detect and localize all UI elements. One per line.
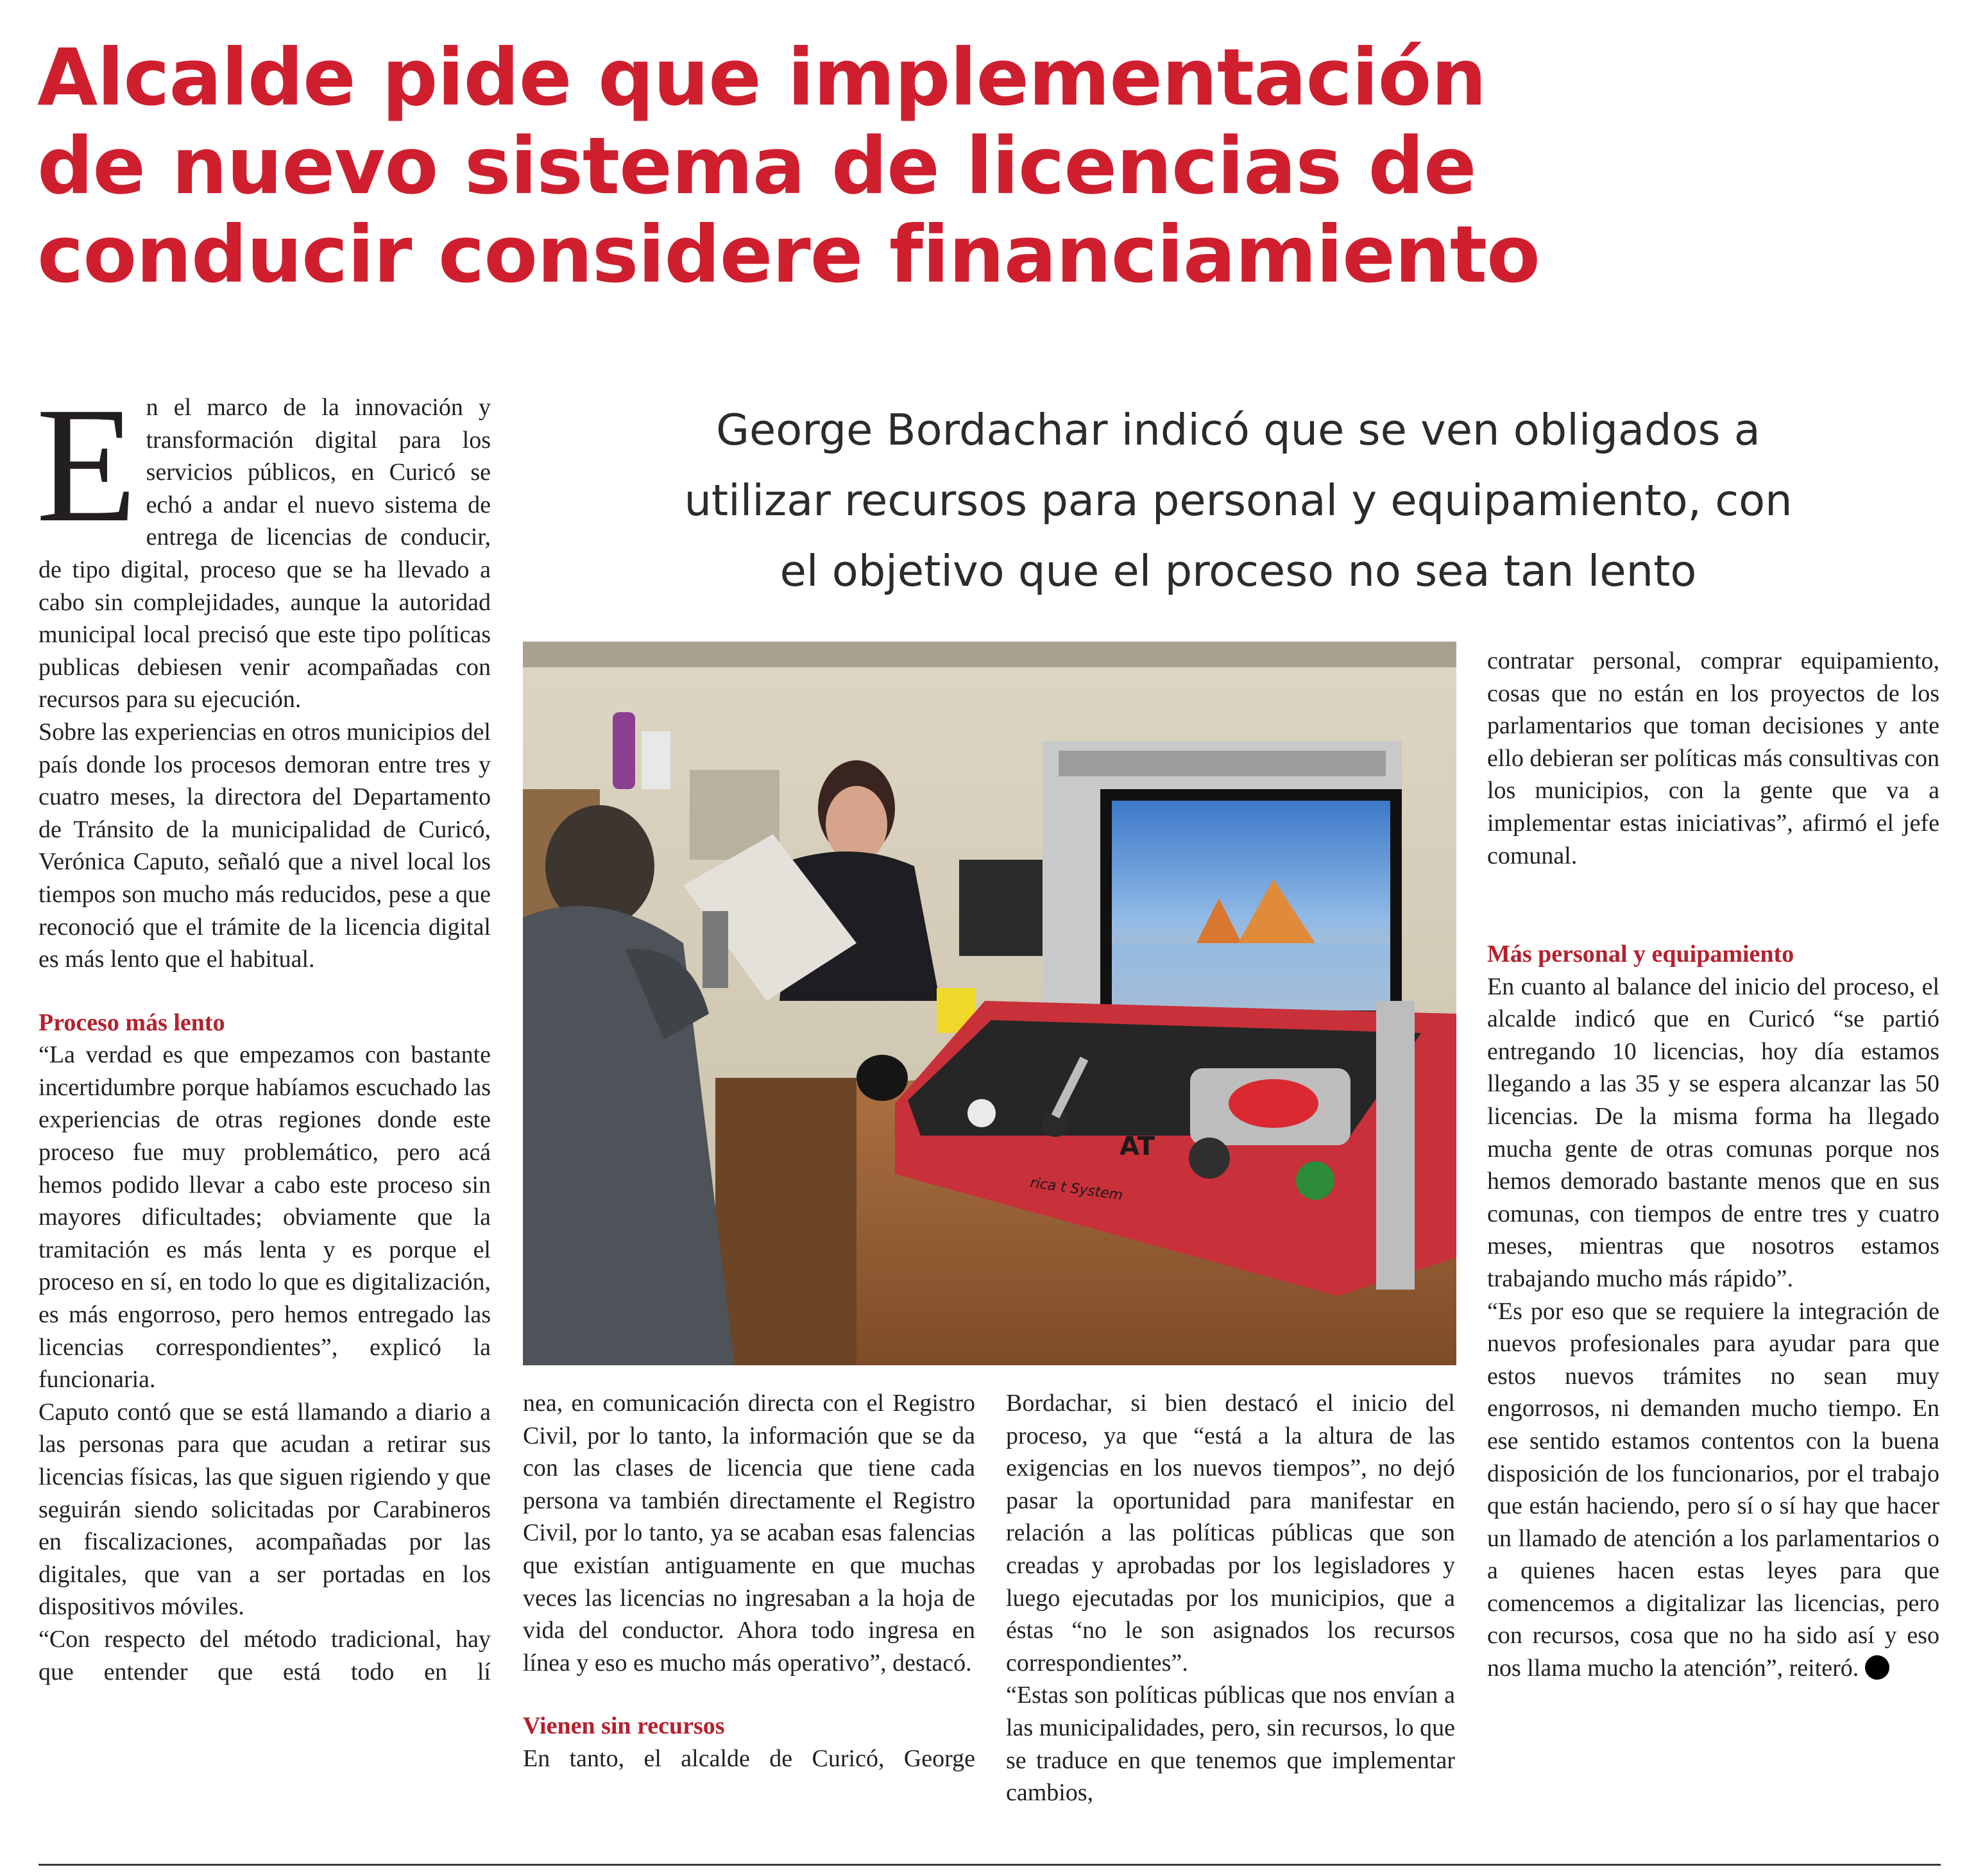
body-paragraph: “Con respecto del método tradicional, hay que entender que está todo en lí (38, 1625, 491, 1685)
body-paragraph: contratar personal, comprar equipamiento, cosas que no están en los proyectos de los parlamentarios que toman decisiones y ante ello debieran ser políticas más consultivas con los municipios, con la gente que va a implementar estas iniciativas”, afirmó el jefe comunal. (1487, 647, 1939, 869)
driving-test-office-photo (523, 642, 1456, 1365)
subheadline-line-1: George Bordachar indicó que se ven obligados a (716, 405, 1760, 455)
body-paragraph: Sobre las experiencias en otros municipios del país donde los procesos demoran entre tres y cuatro meses, la directora del Departamento de Tránsito de la municipalidad de Curicó, Verónica Caputo, señaló que a nivel local los tiempos son mucho más reducidos, pese a que reconoció que el trámite de la licencia digital es más lento que el habitual. (38, 718, 491, 973)
intro-paragraph (36, 373, 491, 716)
subheadline-line-3: el objetivo que el proceso no sea tan lento (779, 546, 1697, 596)
end-of-article-dot-icon (1865, 1655, 1889, 1680)
article-column-4-bottom (1487, 938, 1939, 1685)
body-paragraph: En tanto, el alcalde de Curicó, George (523, 1744, 975, 1772)
body-paragraph: “La verdad es que empezamos con bastante incertidumbre porque habíamos escuchado las experiencias de otras regiones donde este proceso fue muy problemático, pero acá hemos podido llevar a cabo este proceso sin mayores dificultades; obviamente que la tramitación es más lenta y es porque el proceso en sí, en todo lo que es digitalización, es más engorroso, pero hemos entregado las licencias correspondientes”, explicó la funcionaria. (38, 1041, 491, 1394)
article-column-4-top (1487, 645, 1939, 872)
headline-line-1: Alcalde pide que implementación (37, 32, 1486, 123)
body-paragraph: En cuanto al balance del inicio del proceso, el alcalde indicó que en Curicó “se partió entregando 10 licencias, hoy día estamos llegando a las 35 y se espera alcanzar las 50 licencias. De la misma forma ha llegado mucha gente de otras comunas porque nos hemos demorado bastante menos que en sus comunas, con tiempos de entre tres y cuatro meses, mientras que nosotros estamos trabajando mucho más rápido”. (1487, 973, 1939, 1292)
body-paragraph: “Estas son políticas públicas que nos envían a las municipalidades, pero, sin recursos, lo que se traduce en que tenemos que implementar cambios, (1006, 1682, 1455, 1807)
closing-quote: “Es por eso que se requiere la integración de nuevos profesionales para ayudar para que estos nuevos trámites no sean muy engorrosos, ni demanden mucho tiempo. En ese sentido estamos contentos con la buena disposición de los funcionarios, por el trabajo que están haciendo, pero sí o sí hay que hacer un llamado de atención a los parlamentarios o a quienes hacen estas leyes para que comencemos a digitalizar las licencias, pero con recursos, cosa que no ha sido así y eso nos llama mucho la atención”, reiteró. (1487, 1297, 1939, 1682)
drop-cap: E (36, 373, 137, 556)
headline-line-3: conducir considere financiamiento (37, 209, 1540, 300)
article-column-3 (1006, 1387, 1455, 1809)
headline-line-2: de nuevo sistema de licencias de (37, 121, 1476, 212)
headline (37, 33, 1936, 299)
bottom-rule (38, 1864, 1941, 1866)
subheading-proceso-mas-lento: Proceso más lento (38, 1009, 225, 1036)
article-column-1 (36, 373, 491, 1688)
intro-text: n el marco de la innovación y transformación digital para los servicios públicos, en Curicó se echó a andar el nuevo sistema de entrega de licencias de conducir, de tipo digital, proceso que se ha llevado a cabo sin complejidades, aunque la autoridad municipal local precisó que este tipo políticas publicas debiesen venir acompañadas con recursos para su ejecución. (38, 394, 491, 713)
body-paragraph: Bordachar, si bien destacó el inicio del proceso, ya que “está a la altura de las exigencias en los nuevos tiempos”, no dejó pasar la oportunidad para manifestar en relación a las políticas públicas que son creadas y aprobadas por los legisladores y luego ejecutadas por los municipios, que a éstas “no le son asignados los recursos correspondientes”. (1006, 1390, 1455, 1676)
article-photo (523, 642, 1456, 1365)
article-column-2 (523, 1387, 975, 1775)
body-paragraph: nea, en comunicación directa con el Registro Civil, por lo tanto, la información que se da con las clases de licencia que tiene cada persona va también directamente el Registro Civil, por lo tanto, ya se acaban esas falencias que existían antiguamente en que muchas veces las licencias no ingresaban a la hoja de vida del conductor. Ahora todo ingresa en línea y eso es mucho más operativo”, destacó. (523, 1390, 975, 1676)
subheading-mas-personal: Más personal y equipamiento (1487, 941, 1794, 968)
body-paragraph (1487, 1295, 1939, 1685)
subheadline (532, 395, 1944, 606)
machine-label: rica t System (1029, 1175, 1124, 1204)
machine-logo: AT (1120, 1132, 1155, 1161)
subheadline-line-2: utilizar recursos para personal y equipamiento, con (684, 475, 1793, 525)
body-paragraph: Caputo contó que se está llamando a diario a las personas para que acudan a retirar sus licencias físicas, las que siguen rigiendo y que seguirán siendo solicitadas por Carabineros en fiscalizaciones, acompañadas por las digitales, que van a ser portadas en los dispositivos móviles. (38, 1398, 491, 1621)
subheading-vienen-sin-recursos: Vienen sin recursos (523, 1712, 725, 1740)
